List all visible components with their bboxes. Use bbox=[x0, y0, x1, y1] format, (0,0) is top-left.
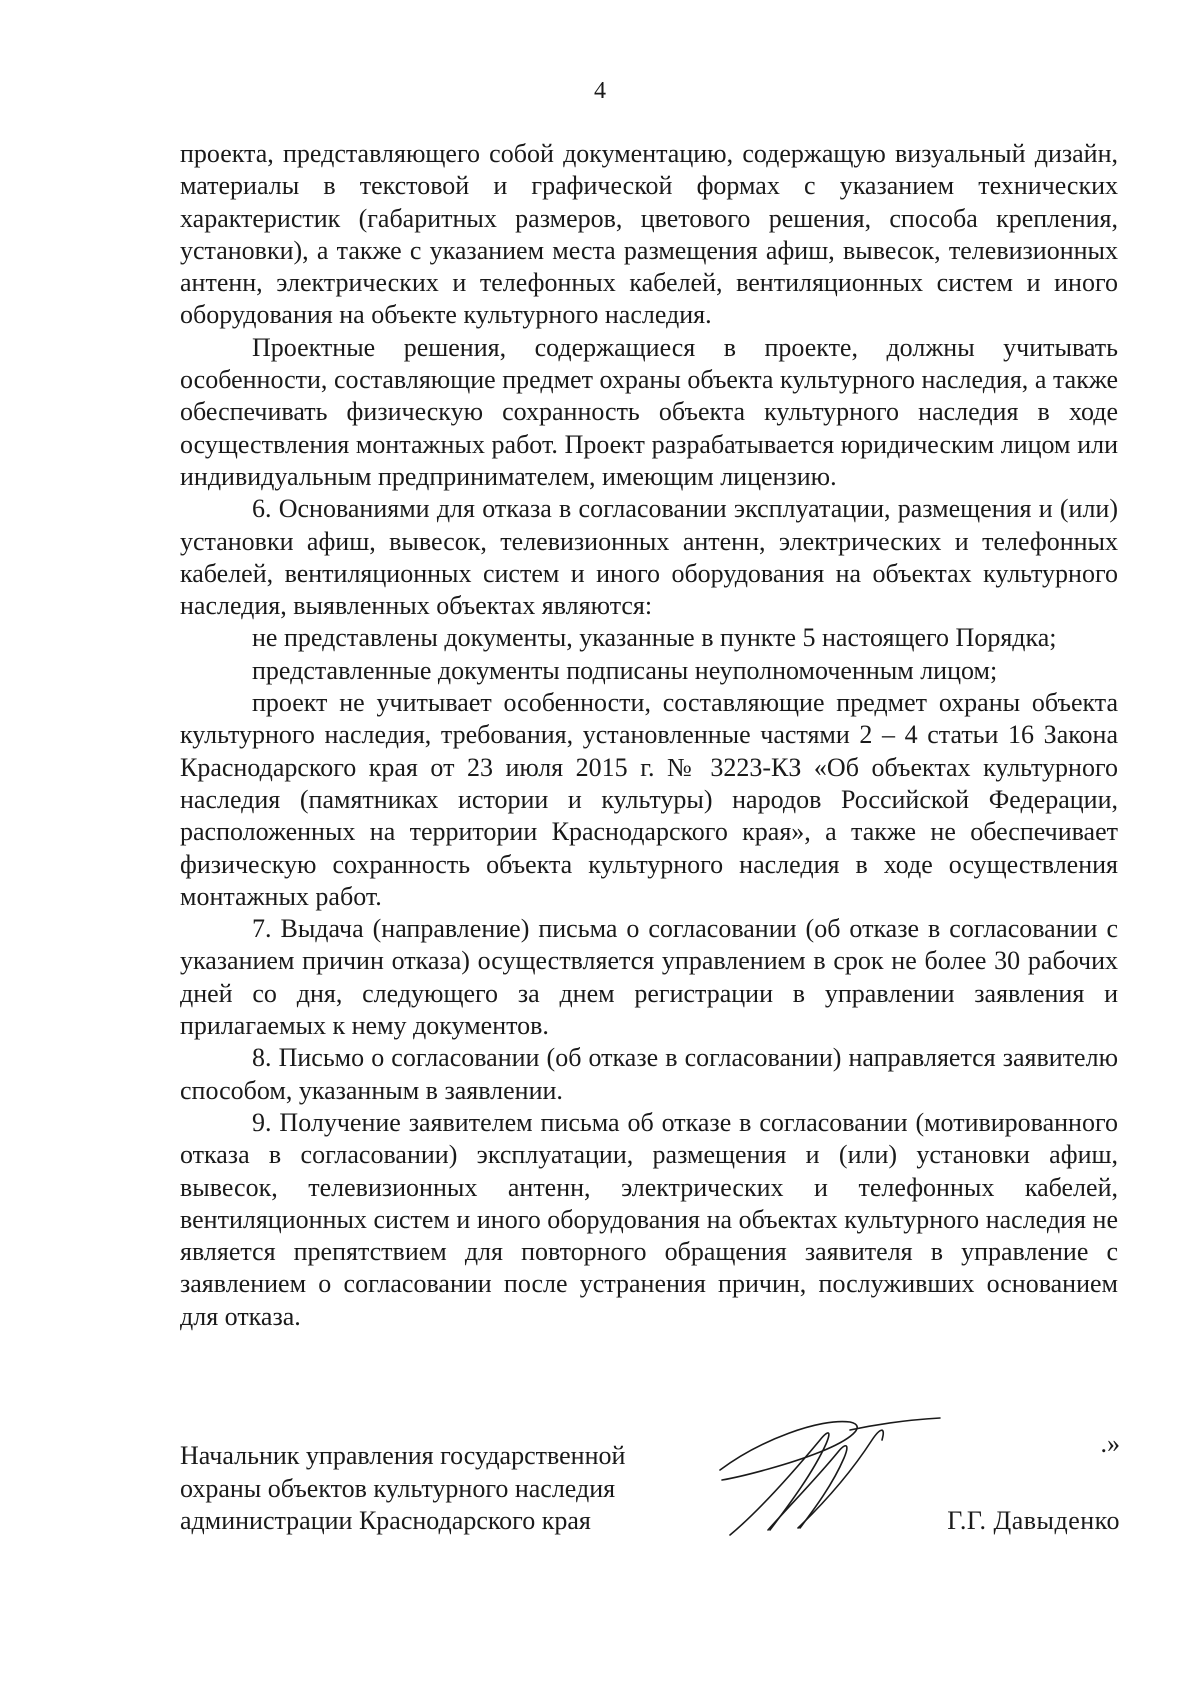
paragraph-item-6: 6. Основаниями для отказа в согласовании эксплуатации, размещения и (или) установки афиш, вывесок, телевизионных антенн, электрических и телефонных кабелей, вентиляционных систем и иного оборудования на объектах культурного наследия, выявленных объектах являются: bbox=[180, 494, 1118, 621]
page-number: 4 bbox=[594, 78, 606, 104]
signatory-title-line: Начальник управления государственной bbox=[180, 1441, 626, 1470]
paragraph-project-description: проекта, представляющего собой документацию, содержащую визуальный дизайн, материалы в текстовой и графической формах с указанием технических характеристик (габаритных размеров, цветового решения, способа крепления, установки), а также с указанием места размещения афиш, вывесок, телевизионных антенн, электрических и телефонных кабелей, вентиляционных систем и иного оборудования на объекте культурного наследия. bbox=[180, 139, 1118, 330]
signatory-title-line: администрации Краснодарского края bbox=[180, 1506, 591, 1535]
signatory-title bbox=[180, 1440, 700, 1538]
paragraph-project-decisions: Проектные решения, содержащиеся в проекте, должны учитывать особенности, составляющие предмет охраны объекта культурного наследия, а также обеспечивать физическую сохранность объекта культурного наследия в ходе осуществления монтажных работ. Проект разрабатывается юридическим лицом или индивидуальным предпринимателем, имеющим лицензию. bbox=[180, 332, 1118, 491]
closing-quote: .» bbox=[1100, 1429, 1120, 1458]
paragraph-item-9: 9. Получение заявителем письма об отказе в согласовании (мотивированного отказа в согласовании) эксплуатации, размещения и (или) установки афиш, вывесок, телевизионных антенн, электрических и телефонных кабелей, вентиляционных систем и иного оборудования на объектах культурного наследия не является препятствием для повторного обращения заявителя в управление с заявлением о согласовании после устранения причин, послуживших основанием для отказа. bbox=[180, 1107, 1118, 1331]
document-body bbox=[180, 138, 1118, 1333]
paragraph-item-7: 7. Выдача (направление) письма о согласовании (об отказе в согласовании с указанием причин отказа) осуществляется управлением в срок не более 30 рабочих дней со дня, следующего за днем регистрации в управлении заявления и прилагаемых к нему документов. bbox=[180, 914, 1118, 1041]
paragraph-item-6-reason-3: проект не учитывает особенности, составляющие предмет охраны объекта культурного наследия, требования, установленные частями 2 – 4 статьи 16 Закона Краснодарского края от 23 июля 2015 г. № 3223-КЗ «Об объектах культурного наследия (памятниках истории и культуры) народов Российской Федерации, расположенных на территории Краснодарского края», а также не обеспечивает физическую сохранность объекта культурного наследия в ходе осуществления монтажных работ. bbox=[180, 688, 1118, 911]
signer-name: Г.Г. Давыденко bbox=[947, 1506, 1120, 1535]
signatory-title-line: охраны объектов культурного наследия bbox=[180, 1473, 616, 1503]
paragraph-item-6-reason-2: представленные документы подписаны неуполномоченным лицом; bbox=[252, 655, 998, 685]
paragraph-item-8: 8. Письмо о согласовании (об отказе в согласовании) направляется заявителю способом, указанным в заявлении. bbox=[180, 1043, 1118, 1105]
paragraph-item-6-reason-1: не представлены документы, указанные в пункте 5 настоящего Порядка; bbox=[252, 623, 1057, 653]
